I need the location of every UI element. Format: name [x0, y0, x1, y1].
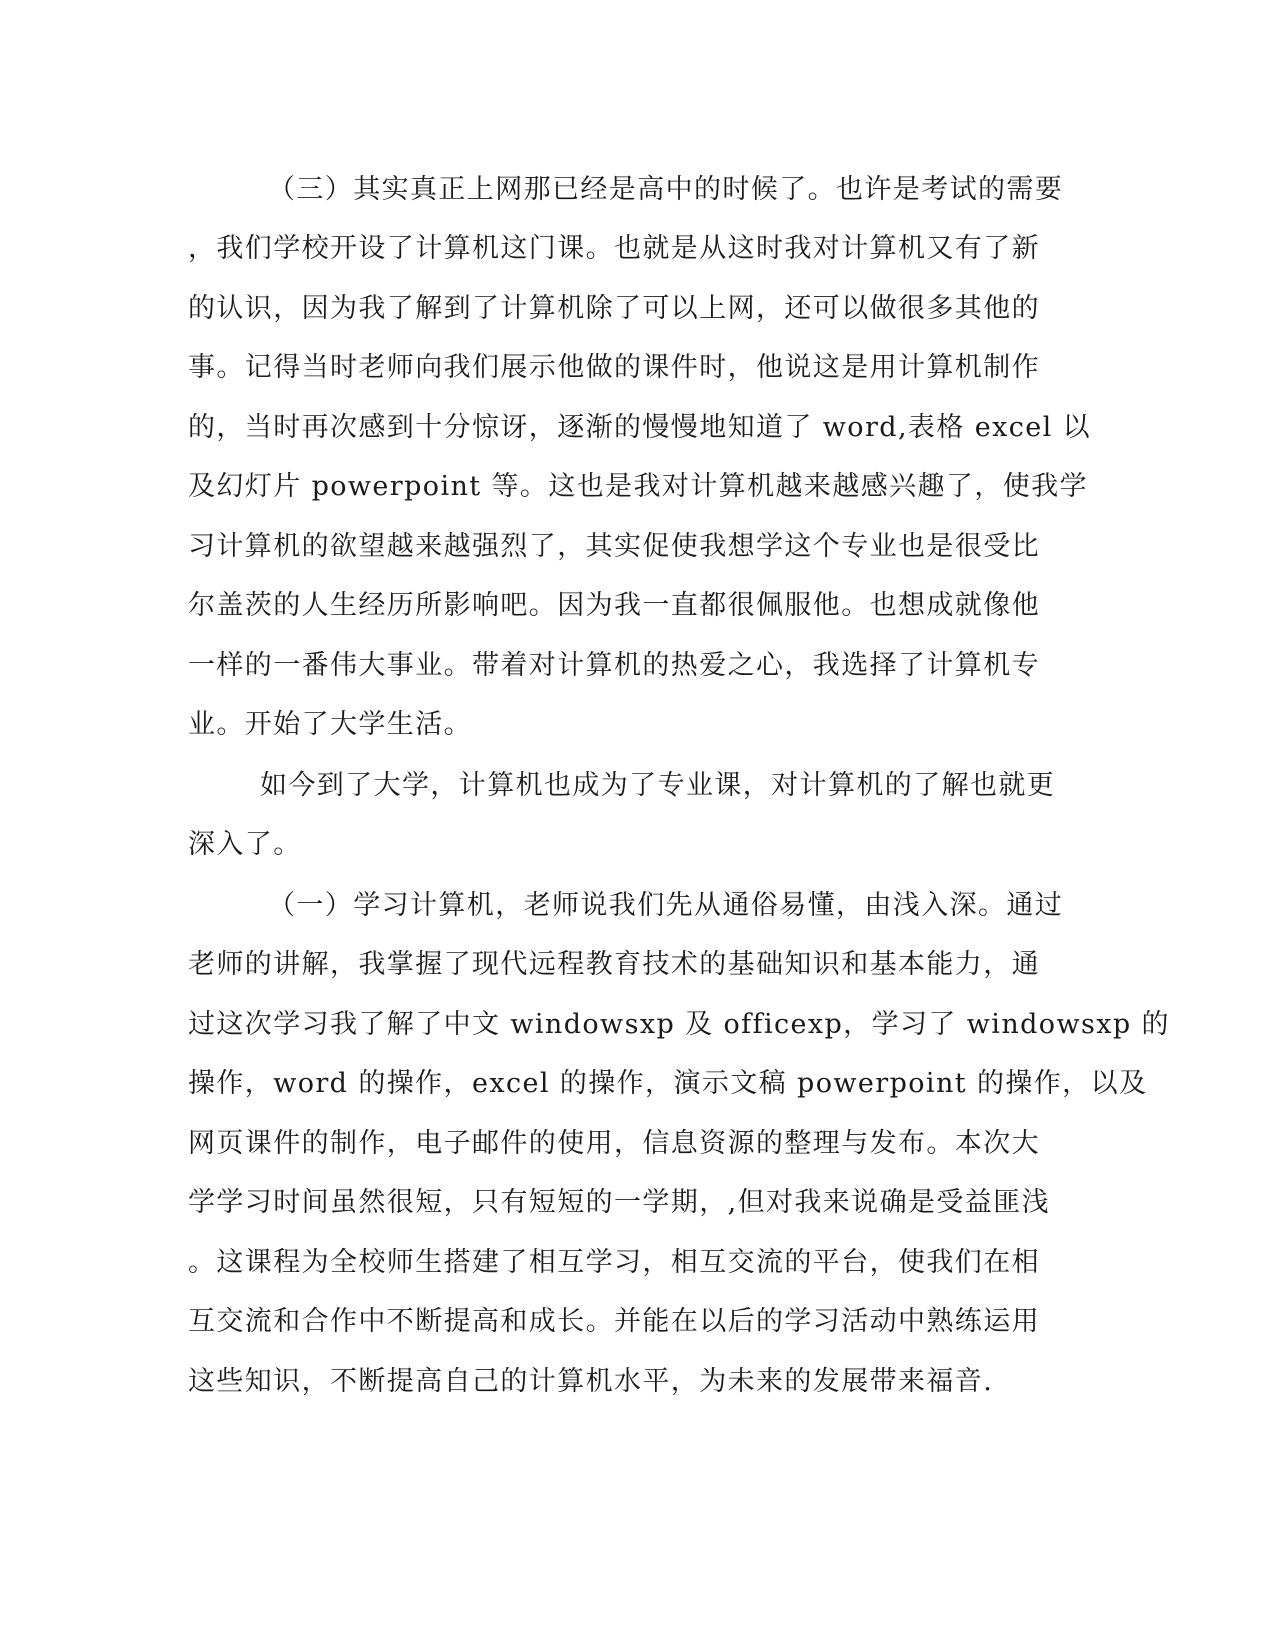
line-text: 的，当时再次感到十分惊讶，逐渐的慢慢地知道了 word,表格 excel 以 [188, 412, 1092, 443]
text-line [0, 703, 1275, 747]
text-line [0, 823, 1275, 867]
line-text: 这些知识，不断提高自己的计算机水平，为未来的发展带来福音. [188, 1366, 994, 1397]
text-line [0, 1300, 1275, 1344]
line-text: 过这次学习我了解了中文 windowsxp 及 officexp，学习了 windowsxp 的 [188, 1009, 1170, 1040]
line-text: （三）其实真正上网那已经是高中的时候了。也许是考试的需要 [268, 174, 1064, 205]
line-text: 操作，word 的操作，excel 的操作，演示文稿 powerpoint 的操作，以及 [188, 1068, 1148, 1099]
line-text: 及幻灯片 powerpoint 等。这也是我对计算机越来越感兴趣了，使我学 [188, 471, 1088, 502]
line-text: 如今到了大学，计算机也成为了专业课，对计算机的了解也就更 [260, 770, 1056, 801]
text-line [0, 227, 1275, 271]
text-line [0, 346, 1275, 390]
text-line [0, 168, 1275, 212]
text-line [0, 525, 1275, 569]
line-text: 深入了。 [188, 829, 302, 860]
text-line [0, 764, 1275, 808]
text-line [0, 287, 1275, 331]
text-line [0, 1181, 1275, 1225]
line-text: （一）学习计算机，老师说我们先从通俗易懂，由浅入深。通过 [268, 890, 1064, 921]
text-line [0, 1122, 1275, 1166]
text-line [0, 465, 1275, 509]
text-line [0, 644, 1275, 688]
text-line [0, 1003, 1275, 1047]
line-text: 一样的一番伟大事业。带着对计算机的热爱之心，我选择了计算机专 [188, 650, 1040, 681]
text-line [0, 884, 1275, 928]
text-line [0, 1241, 1275, 1285]
line-text: ，我们学校开设了计算机这门课。也就是从这时我对计算机又有了新 [188, 233, 1040, 264]
text-line [0, 1360, 1275, 1404]
line-text: 的认识，因为我了解到了计算机除了可以上网，还可以做很多其他的 [188, 293, 1040, 324]
line-text: 。这课程为全校师生搭建了相互学习，相互交流的平台，使我们在相 [188, 1247, 1040, 1278]
text-line [0, 943, 1275, 987]
line-text: 网页课件的制作，电子邮件的使用，信息资源的整理与发布。本次大 [188, 1128, 1040, 1159]
line-text: 业。开始了大学生活。 [188, 709, 472, 740]
text-line [0, 406, 1275, 450]
line-text: 事。记得当时老师向我们展示他做的课件时，他说这是用计算机制作 [188, 352, 1040, 383]
text-line [0, 584, 1275, 628]
line-text: 学学习时间虽然很短，只有短短的一学期，,但对我来说确是受益匪浅 [188, 1187, 1050, 1218]
line-text: 习计算机的欲望越来越强烈了，其实促使我想学这个专业也是很受比 [188, 531, 1040, 562]
line-text: 老师的讲解，我掌握了现代远程教育技术的基础知识和基本能力，通 [188, 949, 1040, 980]
text-line [0, 1062, 1275, 1106]
line-text: 互交流和合作中不断提高和成长。并能在以后的学习活动中熟练运用 [188, 1306, 1040, 1337]
line-text: 尔盖茨的人生经历所影响吧。因为我一直都很佩服他。也想成就像他 [188, 590, 1040, 621]
